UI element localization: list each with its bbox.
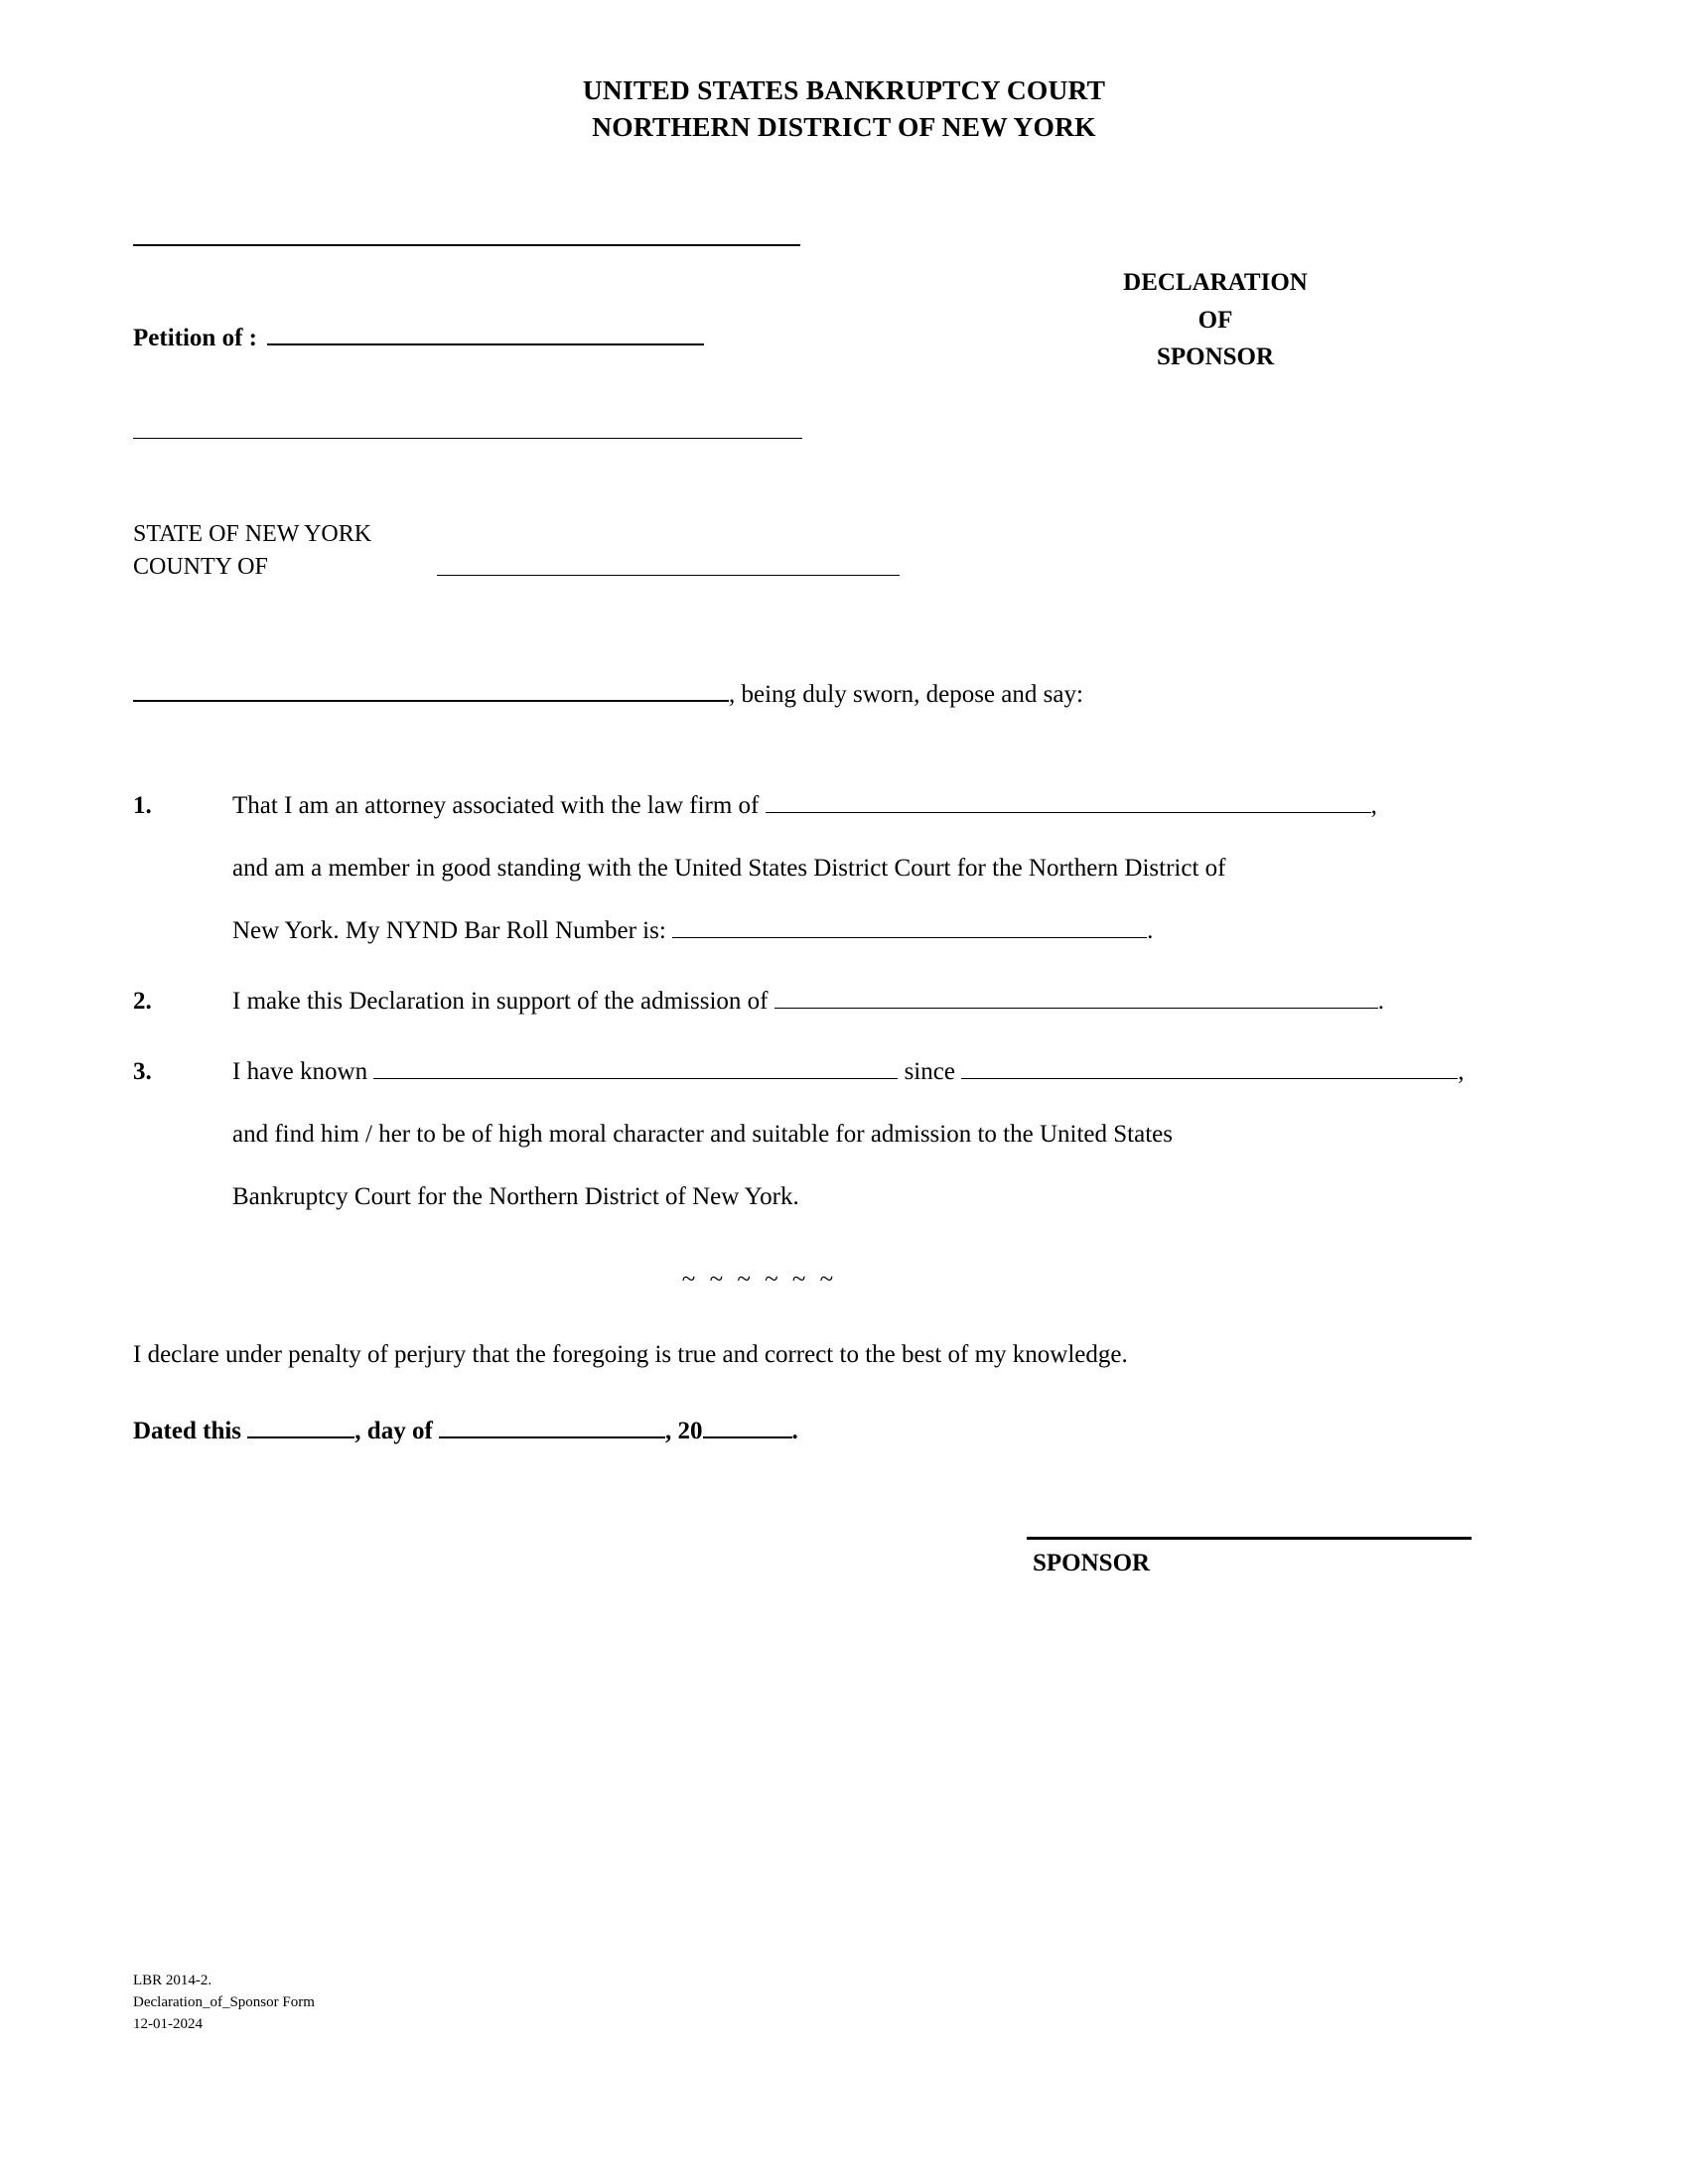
signature-label: SPONSOR bbox=[1033, 1550, 1151, 1577]
sworn-text: , being duly sworn, depose and say: bbox=[729, 681, 1083, 709]
section-separator: ~ ~ ~ ~ ~ ~ bbox=[681, 1266, 838, 1294]
court-name: UNITED STATES BANKRUPTCY COURT bbox=[582, 74, 1106, 105]
bar-roll-number-input[interactable] bbox=[672, 917, 1147, 938]
item-3 bbox=[133, 1040, 1555, 1228]
deponent-name-input[interactable] bbox=[133, 678, 729, 702]
item-1-text-1: That I am an attorney associated with the law firm of bbox=[232, 792, 760, 820]
admission-name-input[interactable] bbox=[774, 988, 1378, 1009]
item-2-number: 2. bbox=[133, 988, 152, 1016]
item-1-text-2: and am a member in good standing with the United States District Court for the Northern District of bbox=[232, 855, 1226, 883]
item-3-number: 3. bbox=[133, 1058, 152, 1086]
item-2-text-1: I make this Declaration in support of the admission of bbox=[232, 988, 769, 1016]
dated-year-input[interactable] bbox=[703, 1417, 792, 1438]
item-3-text-2: since bbox=[904, 1058, 955, 1086]
footer-form-name: Declaration_of_Sponsor Form bbox=[133, 1993, 315, 2010]
signature-block bbox=[1027, 1537, 1474, 1577]
known-person-input[interactable] bbox=[373, 1058, 898, 1079]
item-3-comma: , bbox=[1458, 1058, 1465, 1086]
caption-bottom-rule bbox=[133, 438, 802, 439]
footer-date: 12-01-2024 bbox=[133, 2015, 203, 2032]
dated-prefix: Dated this bbox=[133, 1418, 242, 1445]
law-firm-input[interactable] bbox=[766, 792, 1371, 813]
item-3-text-3: and find him / her to be of high moral character and suitable for admission to the United States bbox=[232, 1121, 1173, 1149]
document-footer bbox=[133, 1971, 315, 2035]
caption-block bbox=[133, 244, 1555, 512]
item-3-text-4: Bankruptcy Court for the Northern District of New York. bbox=[232, 1183, 799, 1211]
sworn-line bbox=[133, 678, 1555, 709]
dated-year-prefix: , 20 bbox=[665, 1418, 703, 1445]
known-since-input[interactable] bbox=[961, 1058, 1458, 1079]
item-1-comma: , bbox=[1370, 792, 1377, 820]
dated-mid: , day of bbox=[354, 1418, 433, 1445]
item-1 bbox=[133, 774, 1555, 962]
item-2-period: . bbox=[1377, 988, 1384, 1016]
item-3-text-1: I have known bbox=[232, 1058, 368, 1086]
declaration-title-line3: SPONSOR bbox=[1156, 343, 1275, 371]
court-district: NORTHERN DISTRICT OF NEW YORK bbox=[592, 111, 1096, 143]
item-1-period: . bbox=[1147, 917, 1154, 945]
petition-label: Petition of : bbox=[133, 325, 257, 352]
item-2 bbox=[133, 970, 1555, 1032]
signature-line[interactable] bbox=[1027, 1537, 1472, 1540]
caption-top-rule bbox=[133, 244, 800, 246]
dated-month-input[interactable] bbox=[439, 1417, 665, 1438]
perjury-declaration: I declare under penalty of perjury that the foregoing is true and correct to the best of my knowledge. bbox=[133, 1341, 1128, 1369]
declaration-title-line2: OF bbox=[1197, 306, 1233, 334]
petition-row bbox=[133, 322, 704, 352]
item-1-body bbox=[232, 774, 1555, 962]
item-2-body bbox=[232, 970, 1555, 1032]
dated-day-input[interactable] bbox=[247, 1417, 354, 1438]
dated-line bbox=[133, 1417, 1555, 1445]
venue-block bbox=[133, 517, 1555, 607]
item-3-body bbox=[232, 1040, 1555, 1228]
numbered-items bbox=[133, 774, 1555, 1228]
county-input[interactable] bbox=[437, 575, 900, 576]
footer-rule-reference: LBR 2014-2. bbox=[133, 1973, 212, 1988]
document-content bbox=[133, 0, 1555, 1577]
county-label: COUNTY OF bbox=[133, 554, 268, 581]
item-1-number: 1. bbox=[133, 792, 152, 820]
petition-input[interactable] bbox=[267, 322, 704, 345]
state-label: STATE OF NEW YORK bbox=[133, 521, 372, 548]
declaration-title bbox=[1007, 264, 1424, 376]
dated-suffix: . bbox=[791, 1418, 798, 1445]
item-1-text-3: New York. My NYND Bar Roll Number is: bbox=[232, 917, 666, 945]
declaration-title-line1: DECLARATION bbox=[1123, 269, 1308, 297]
court-header bbox=[133, 71, 1555, 145]
